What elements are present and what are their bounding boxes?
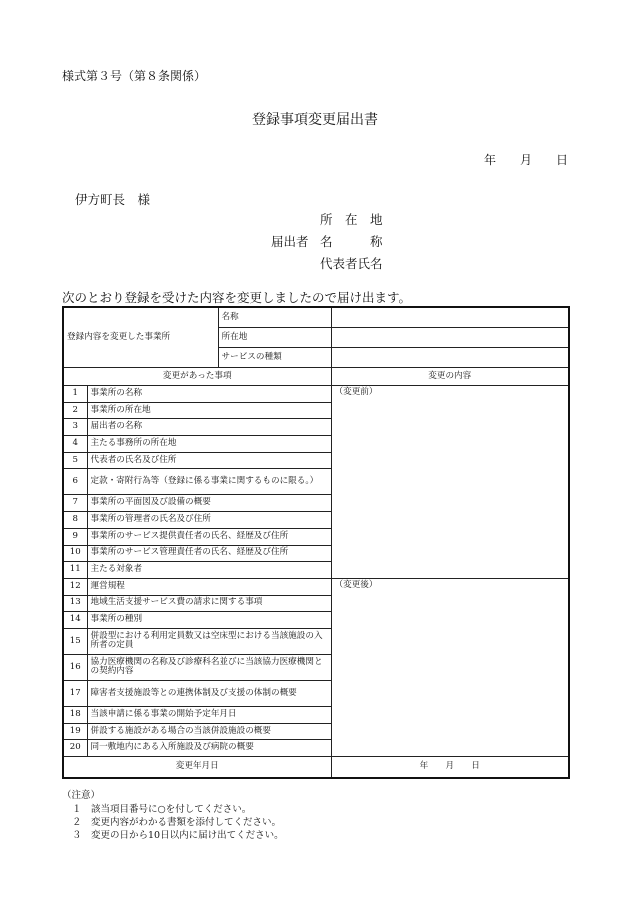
item-text: 代表者の氏名及び住所 [87, 452, 331, 469]
applicant-name-label: 名 称 [320, 234, 383, 249]
item-text: 主たる対象者 [87, 562, 331, 579]
item-number: 3 [63, 419, 87, 436]
facility-field-service-label: サービスの種類 [218, 348, 331, 368]
facility-name-value[interactable] [331, 307, 569, 328]
content-after-cell[interactable] [331, 578, 569, 756]
items-header: 変更があった事項 [63, 368, 331, 386]
item-text: 併設型における利用定員数又は空床型における当該施設の入所者の定員 [87, 628, 331, 654]
item-text: 同一敷地内にある入所施設及び病院の概要 [87, 740, 331, 757]
item-number: 12 [63, 578, 87, 595]
item-text: 協力医療機関の名称及び診療科名並びに当該協力医療機関との契約内容 [87, 654, 331, 680]
note-item: ３ 変更の日から10日以内に届け出てください。 [72, 830, 284, 841]
date-day-label: 日 [556, 153, 569, 167]
table-row [63, 578, 569, 595]
facility-field-name-label: 名称 [218, 307, 331, 328]
date-month-label: 月 [520, 153, 533, 167]
item-text: 事業所の種別 [87, 612, 331, 629]
item-number: 9 [63, 528, 87, 545]
item-text: 地域生活支援サービス費の請求に関する事項 [87, 595, 331, 612]
addressee: 伊方町長 様 [75, 192, 151, 207]
item-text: 事業所のサービス提供責任者の氏名、経歴及び住所 [87, 528, 331, 545]
item-text: 運営規程 [87, 578, 331, 595]
item-number: 11 [63, 562, 87, 579]
change-form-table [62, 306, 570, 779]
applicant-label: 届出者 [271, 234, 309, 249]
note-item: ２ 変更内容がわかる書類を添付してください。 [72, 817, 282, 828]
change-date-value[interactable]: 年 月 日 [331, 757, 569, 779]
item-number: 17 [63, 680, 87, 706]
after-label: （変更後） [334, 579, 378, 590]
item-text: 事業所の管理者の氏名及び住所 [87, 512, 331, 529]
item-text: 届出者の名称 [87, 419, 331, 436]
content-before-cell[interactable] [331, 386, 569, 579]
item-text: 事業所の名称 [87, 386, 331, 403]
item-text: 主たる事務所の所在地 [87, 436, 331, 453]
item-text: 障害者支援施設等との連携体制及び支援の体制の概要 [87, 680, 331, 706]
applicant-address-label: 所 在 地 [320, 212, 383, 227]
item-number: 8 [63, 512, 87, 529]
item-text: 事業所の平面図及び設備の概要 [87, 495, 331, 512]
before-label: （変更前） [334, 387, 378, 397]
date-year-label: 年 [484, 153, 497, 167]
item-number: 15 [63, 628, 87, 654]
facility-field-address-label: 所在地 [218, 328, 331, 348]
item-text: 事業所のサービス管理責任者の氏名、経歴及び住所 [87, 545, 331, 562]
document-title: 登録事項変更届出書 [252, 112, 378, 128]
item-text: 事業所の所在地 [87, 402, 331, 419]
item-number: 1 [63, 386, 87, 403]
item-number: 13 [63, 595, 87, 612]
notes-header: （注意） [62, 790, 101, 801]
form-number: 様式第３号（第８条関係） [62, 69, 207, 83]
content-header: 変更の内容 [331, 368, 569, 386]
applicant-rep-label: 代表者氏名 [320, 256, 383, 271]
item-number: 16 [63, 654, 87, 680]
item-number: 19 [63, 723, 87, 740]
item-text: 併設する施設がある場合の当該併設施設の概要 [87, 723, 331, 740]
facility-service-value[interactable] [331, 348, 569, 368]
item-number: 4 [63, 436, 87, 453]
item-number: 7 [63, 495, 87, 512]
item-number: 5 [63, 452, 87, 469]
item-number: 2 [63, 402, 87, 419]
intro-text: 次のとおり登録を受けた内容を変更しましたので届け出ます。 [62, 290, 412, 305]
table-row [63, 386, 569, 403]
item-number: 20 [63, 740, 87, 757]
change-date-label: 変更年月日 [63, 757, 331, 779]
facility-header: 登録内容を変更した事業所 [63, 307, 218, 368]
item-number: 10 [63, 545, 87, 562]
item-number: 14 [63, 612, 87, 629]
item-number: 18 [63, 706, 87, 723]
item-text: 定款・寄附行為等（登録に係る事業に関するものに限る。） [87, 469, 331, 495]
facility-address-value[interactable] [331, 328, 569, 348]
note-item: １ 該当項目番号に○を付してください。 [72, 804, 252, 815]
item-text: 当該申請に係る事業の開始予定年月日 [87, 706, 331, 723]
item-number: 6 [63, 469, 87, 495]
